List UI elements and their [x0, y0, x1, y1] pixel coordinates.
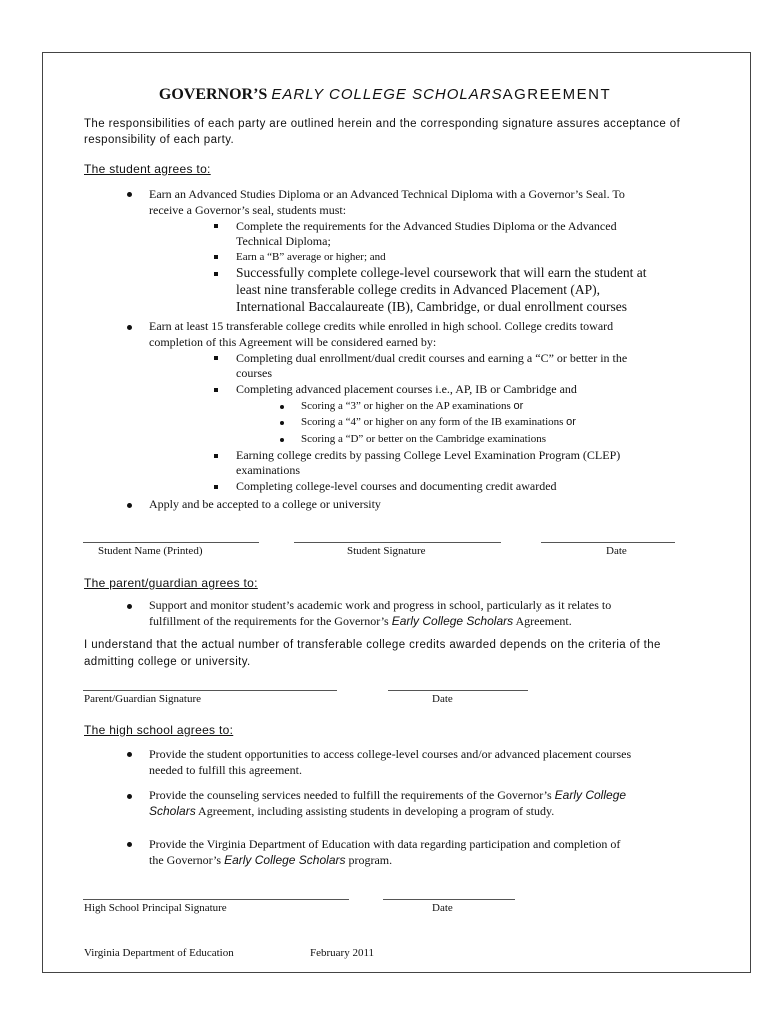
bullet-icon — [127, 503, 132, 508]
student-credit-1-line-2: courses — [236, 366, 272, 380]
bullet-icon — [127, 604, 132, 609]
parent-bullet-line-2: fulfillment of the requirements for the Governor’s Early College Scholars Agreement. — [149, 614, 572, 628]
footer-date: February 2011 — [310, 947, 375, 959]
student-credit-3-line-1: Earning college credits by passing College Level Examination Program (CLEP) — [236, 448, 621, 462]
parent-bullet-line-1: Support and monitor student’s academic work and progress in school, particularly as it relates to — [149, 598, 612, 612]
parent-date-line[interactable] — [388, 690, 528, 691]
student-credit-4: Completing college-level courses and documenting credit awarded — [236, 479, 557, 493]
school-bullet-1-line-2: needed to fulfill this agreement. — [149, 763, 302, 777]
student-credit-1-line-1: Completing dual enrollment/dual credit courses and earning a “C” or better in the — [236, 351, 628, 365]
principal-signature-label: High School Principal Signature — [84, 902, 227, 914]
square-bullet-icon — [214, 388, 218, 392]
student-sub-3-line-1: Successfully complete college-level coursework that will earn the student at — [236, 265, 647, 280]
bullet-icon — [280, 438, 284, 442]
student-sub-3-line-3: International Baccalaureate (IB), Cambridge, or dual enrollment courses — [236, 299, 627, 314]
student-exam-ib: Scoring a “4” or higher on any form of the IB examinations or — [301, 416, 576, 428]
page-title — [0, 86, 770, 104]
student-credit-3-line-2: examinations — [236, 463, 300, 477]
square-bullet-icon — [214, 224, 218, 228]
square-bullet-icon — [214, 255, 218, 259]
student-sub-1-line-2: Technical Diploma; — [236, 234, 331, 248]
square-bullet-icon — [214, 454, 218, 458]
school-date-label: Date — [432, 902, 453, 914]
student-name-label: Student Name (Printed) — [98, 545, 203, 557]
title-program-name: EARLY COLLEGE SCHOLARS — [271, 86, 503, 103]
student-sub-2: Earn a “B” average or higher; and — [236, 251, 386, 263]
student-bullet-1-line-1: Earn an Advanced Studies Diploma or an Advanced Technical Diploma with a Governor’s Seal. To — [149, 187, 625, 201]
school-bullet-1-line-1: Provide the student opportunities to access college-level courses and/or advanced placement courses — [149, 747, 632, 761]
parent-date-label: Date — [432, 693, 453, 705]
student-sub-3-line-2: least nine transferable college credits in Advanced Placement (AP), — [236, 282, 600, 297]
square-bullet-icon — [214, 485, 218, 489]
school-bullet-3-line-2: the Governor’s Early College Scholars program. — [149, 853, 393, 867]
parent-signature-line[interactable] — [83, 690, 337, 691]
school-heading: The high school agrees to: — [84, 723, 234, 737]
student-bullet-1-line-2: receive a Governor’s seal, students must: — [149, 203, 347, 217]
principal-signature-line[interactable] — [83, 899, 349, 900]
square-bullet-icon — [214, 272, 218, 276]
school-bullet-2-line-2: Scholars Agreement, including assisting students in developing a program of study. — [149, 804, 555, 818]
square-bullet-icon — [214, 356, 218, 360]
title-agreement: AGREEMENT — [502, 86, 612, 103]
student-date-label: Date — [606, 545, 627, 557]
student-name-line[interactable] — [83, 542, 259, 543]
student-exam-ap: Scoring a “3” or higher on the AP examinations or — [301, 400, 524, 412]
bullet-icon — [280, 421, 284, 425]
student-bullet-3: Apply and be accepted to a college or university — [149, 497, 381, 511]
intro-paragraph: The responsibilities of each party are outlined herein and the corresponding signature assures acceptance of responsibility of each party. — [84, 118, 681, 146]
parent-understanding: I understand that the actual number of transferable college credits awarded depends on the criteria of the admitting college or university. — [84, 639, 661, 668]
bullet-icon — [280, 405, 284, 409]
student-signature-line[interactable] — [294, 542, 501, 543]
student-date-line[interactable] — [541, 542, 675, 543]
title-governors: GOVERNOR’S — [158, 86, 268, 103]
student-heading: The student agrees to: — [84, 162, 211, 176]
parent-heading: The parent/guardian agrees to: — [84, 576, 258, 590]
student-credit-2: Completing advanced placement courses i.e., AP, IB or Cambridge and — [236, 382, 577, 396]
bullet-icon — [127, 752, 132, 757]
student-bullet-2-line-1: Earn at least 15 transferable college credits while enrolled in high school. College credits toward — [149, 319, 614, 333]
bullet-icon — [127, 192, 132, 197]
footer-department: Virginia Department of Education — [84, 947, 234, 959]
parent-signature-label: Parent/Guardian Signature — [84, 693, 201, 705]
student-exam-cambridge: Scoring a “D” or better on the Cambridge examinations — [301, 433, 546, 445]
student-bullet-2-line-2: completion of this Agreement will be considered earned by: — [149, 335, 437, 349]
school-bullet-2-line-1: Provide the counseling services needed to fulfill the requirements of the Governor’s Early College — [149, 788, 627, 802]
school-bullet-3-line-1: Provide the Virginia Department of Education with data regarding participation and completion of — [149, 837, 621, 851]
bullet-icon — [127, 325, 132, 330]
student-signature-label: Student Signature — [347, 545, 426, 557]
student-sub-1-line-1: Complete the requirements for the Advanced Studies Diploma or the Advanced — [236, 219, 617, 233]
bullet-icon — [127, 842, 132, 847]
bullet-icon — [127, 794, 132, 799]
school-date-line[interactable] — [383, 899, 515, 900]
